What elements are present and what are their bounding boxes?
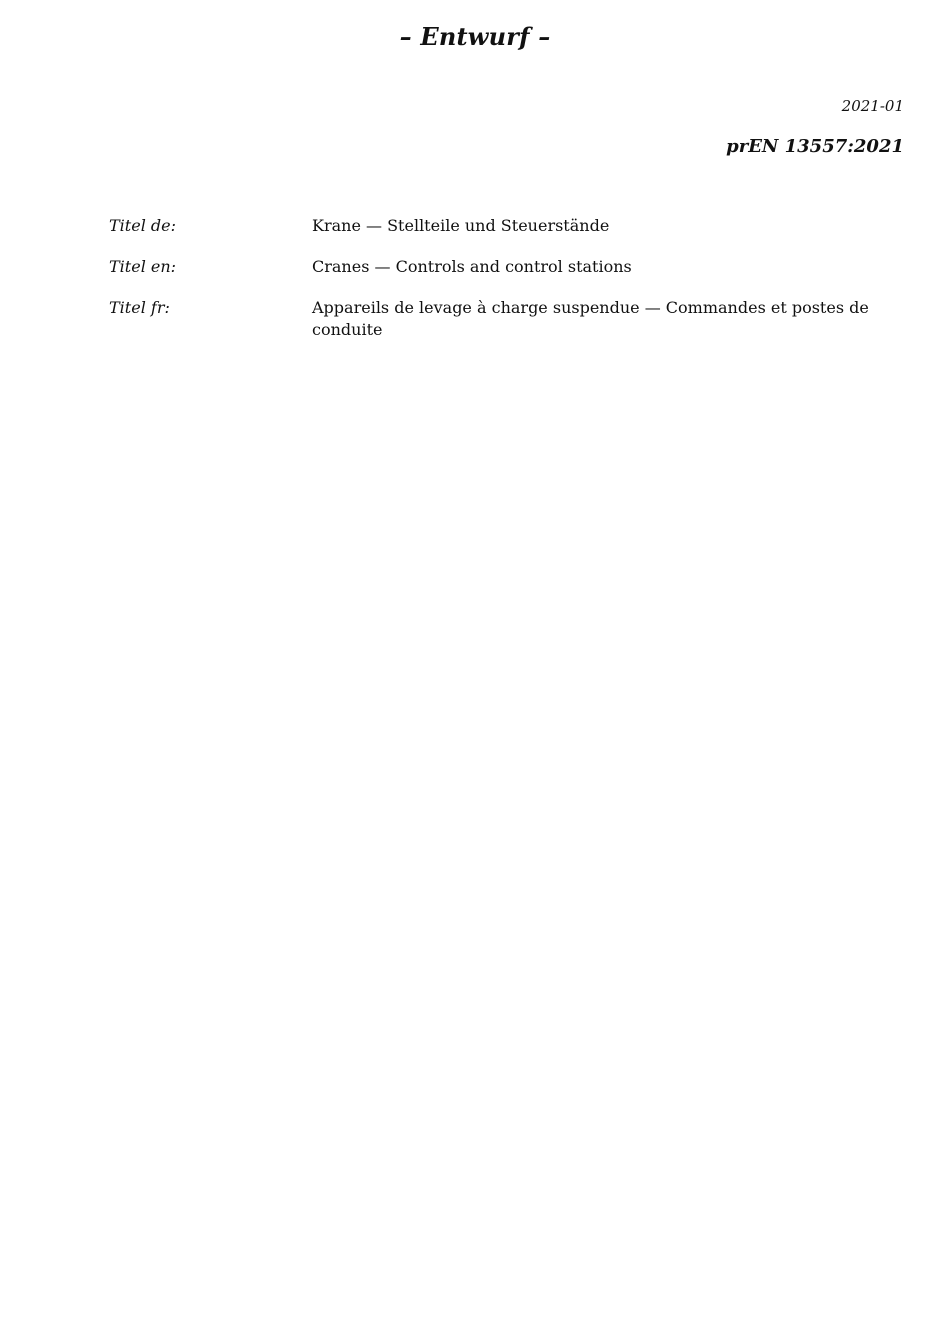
title-row-en — [109, 256, 909, 278]
title-value-de: Krane — Stellteile und Steuerstände — [312, 216, 610, 235]
draft-mark: – Entwurf – — [399, 22, 551, 51]
title-row-fr — [109, 297, 909, 341]
title-value-fr: Appareils de levage à charge suspendue — Commandes et postes de conduite — [312, 298, 869, 339]
title-label-fr: Titel fr: — [109, 298, 170, 317]
title-value-en: Cranes — Controls and control stations — [312, 257, 632, 276]
document-date: 2021-01 — [841, 97, 904, 115]
title-label-de: Titel de: — [109, 216, 176, 235]
title-list — [109, 215, 909, 360]
title-row-de — [109, 215, 909, 237]
document-number: prEN 13557:2021 — [726, 136, 904, 157]
title-label-en: Titel en: — [109, 257, 177, 276]
